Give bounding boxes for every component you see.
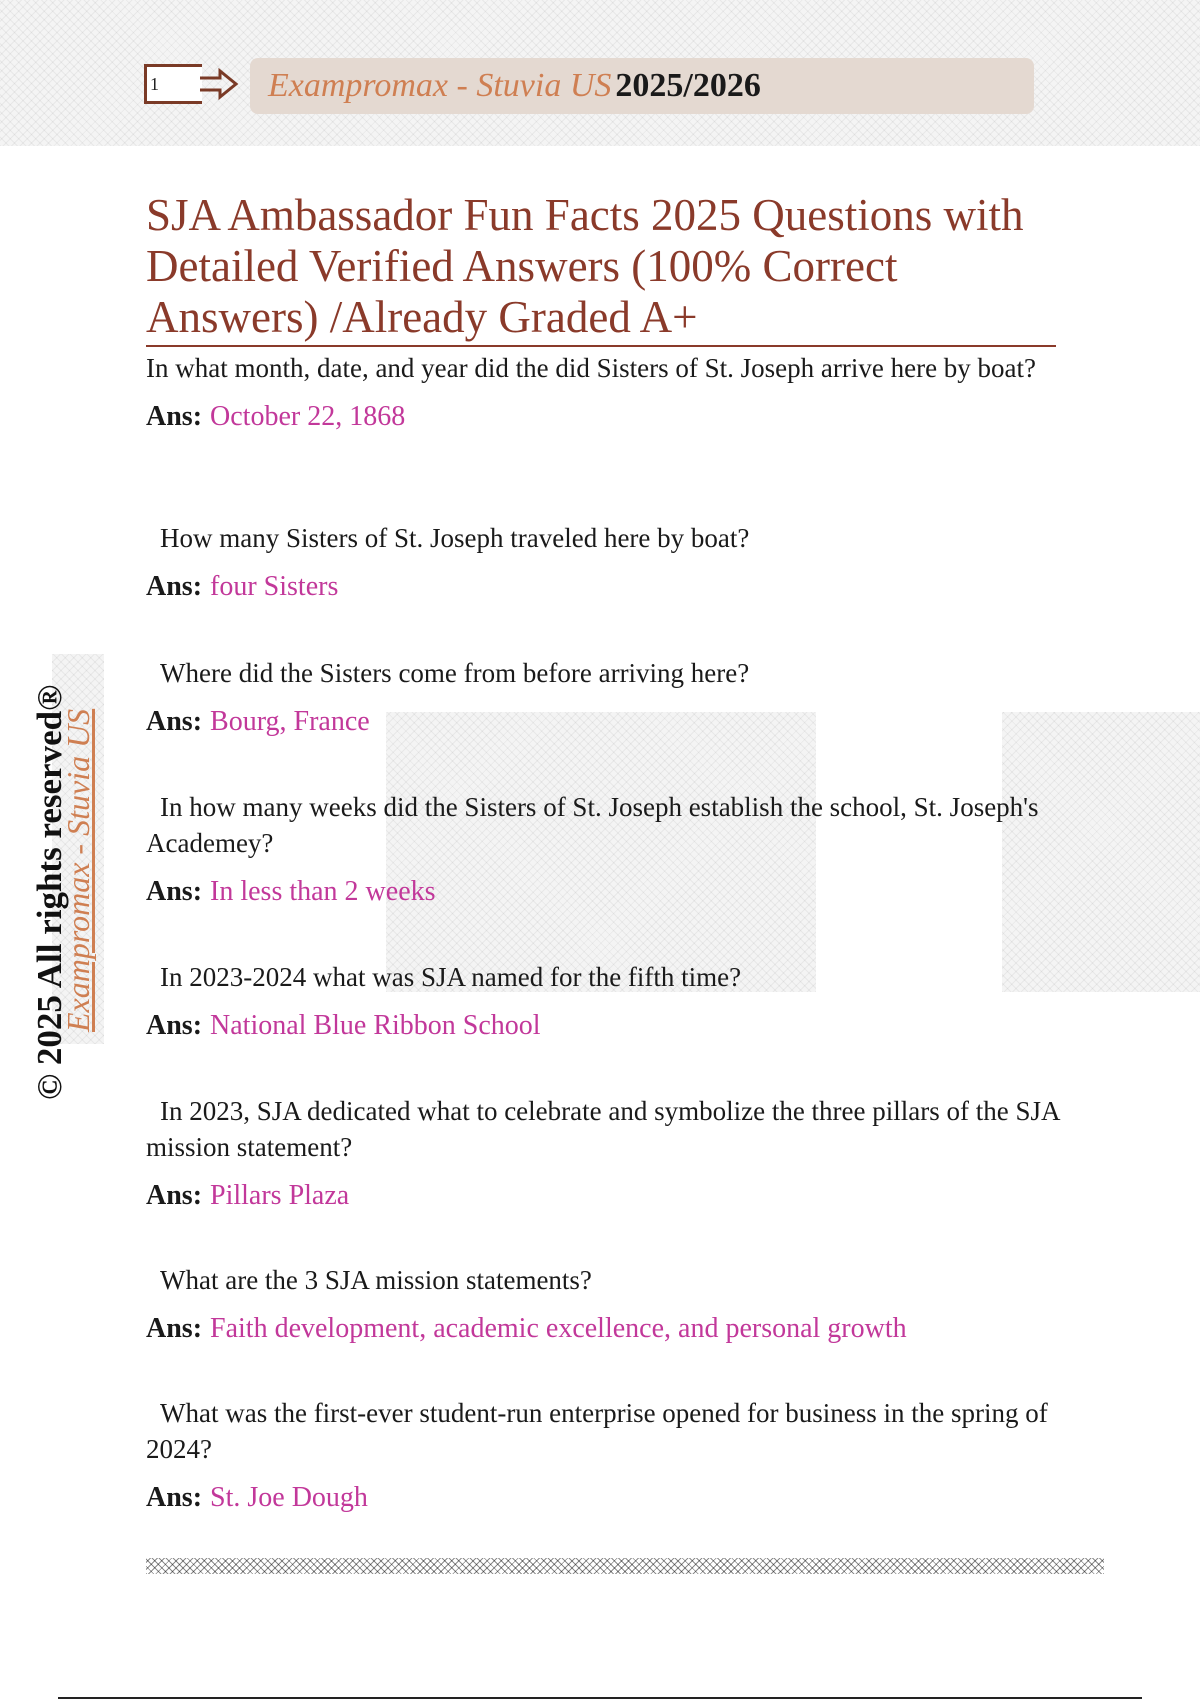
answer-row (146, 705, 1076, 739)
question-text: In 2023, SJA dedicated what to celebrate and symbolize the three pillars of the SJA mission statement? (146, 1096, 1060, 1162)
answer-label: Ans: (146, 1180, 203, 1211)
answer-label: Ans: (146, 1482, 203, 1513)
section-divider (146, 1558, 1104, 1574)
arrow-right-icon (200, 68, 240, 100)
question-text: Where did the Sisters come from before arriving here? (160, 658, 750, 688)
answer-label: Ans: (146, 706, 203, 737)
document-title: SJA Ambassador Fun Facts 2025 Questions with Detailed Verified Answers (100% Correct Answers) /Already Graded A+ (146, 190, 1056, 347)
answer-text: National Blue Ribbon School (210, 1010, 541, 1041)
question-text: How many Sisters of St. Joseph traveled here by boat? (160, 523, 750, 553)
question-text: What are the 3 SJA mission statements? (160, 1265, 592, 1295)
answer-label: Ans: (146, 1313, 203, 1344)
answer-row (146, 570, 1076, 604)
header-brand: Exampromax - Stuvia US (268, 67, 612, 104)
question-text: In how many weeks did the Sisters of St. Joseph establish the school, St. Joseph's Academey? (146, 792, 1039, 858)
answer-text: four Sisters (210, 571, 339, 602)
qa-item (146, 1262, 1076, 1346)
answer-text: Pillars Plaza (210, 1180, 350, 1211)
answer-label: Ans: (146, 571, 203, 602)
answer-row (146, 1312, 1076, 1346)
answer-row (146, 875, 1076, 909)
qa-item (146, 1395, 1076, 1515)
answer-label: Ans: (146, 1010, 203, 1041)
bottom-rule (58, 1697, 1142, 1699)
question-text: In what month, date, and year did the did Sisters of St. Joseph arrive here by boat? (146, 353, 1037, 383)
answer-text: Bourg, France (210, 706, 370, 737)
answer-row (146, 400, 1076, 434)
question-text: What was the first-ever student-run enterprise opened for business in the spring of 2024? (146, 1398, 1048, 1464)
header-banner (250, 58, 1034, 114)
qa-item (146, 655, 1076, 739)
answer-label: Ans: (146, 876, 203, 907)
page-number-badge: 1 (144, 64, 202, 104)
qa-item (146, 350, 1076, 434)
answer-row (146, 1179, 1076, 1213)
answer-row (146, 1481, 1076, 1515)
header-year: 2025/2026 (615, 67, 761, 104)
side-brand-watermark: Exampromax - Stuvia US (60, 708, 96, 1032)
answer-text: October 22, 1868 (210, 401, 406, 432)
answer-row (146, 1009, 1076, 1043)
answer-text: Faith development, academic excellence, and personal growth (210, 1313, 907, 1344)
answer-text: St. Joe Dough (210, 1482, 368, 1513)
answer-label: Ans: (146, 401, 203, 432)
qa-item (146, 520, 1076, 604)
qa-item (146, 1093, 1076, 1213)
question-text: In 2023-2024 what was SJA named for the fifth time? (160, 962, 742, 992)
qa-item (146, 959, 1076, 1043)
qa-item (146, 789, 1076, 909)
answer-text: In less than 2 weeks (210, 876, 436, 907)
copyright-notice: © 2025 All rights reserved® (30, 684, 69, 1100)
